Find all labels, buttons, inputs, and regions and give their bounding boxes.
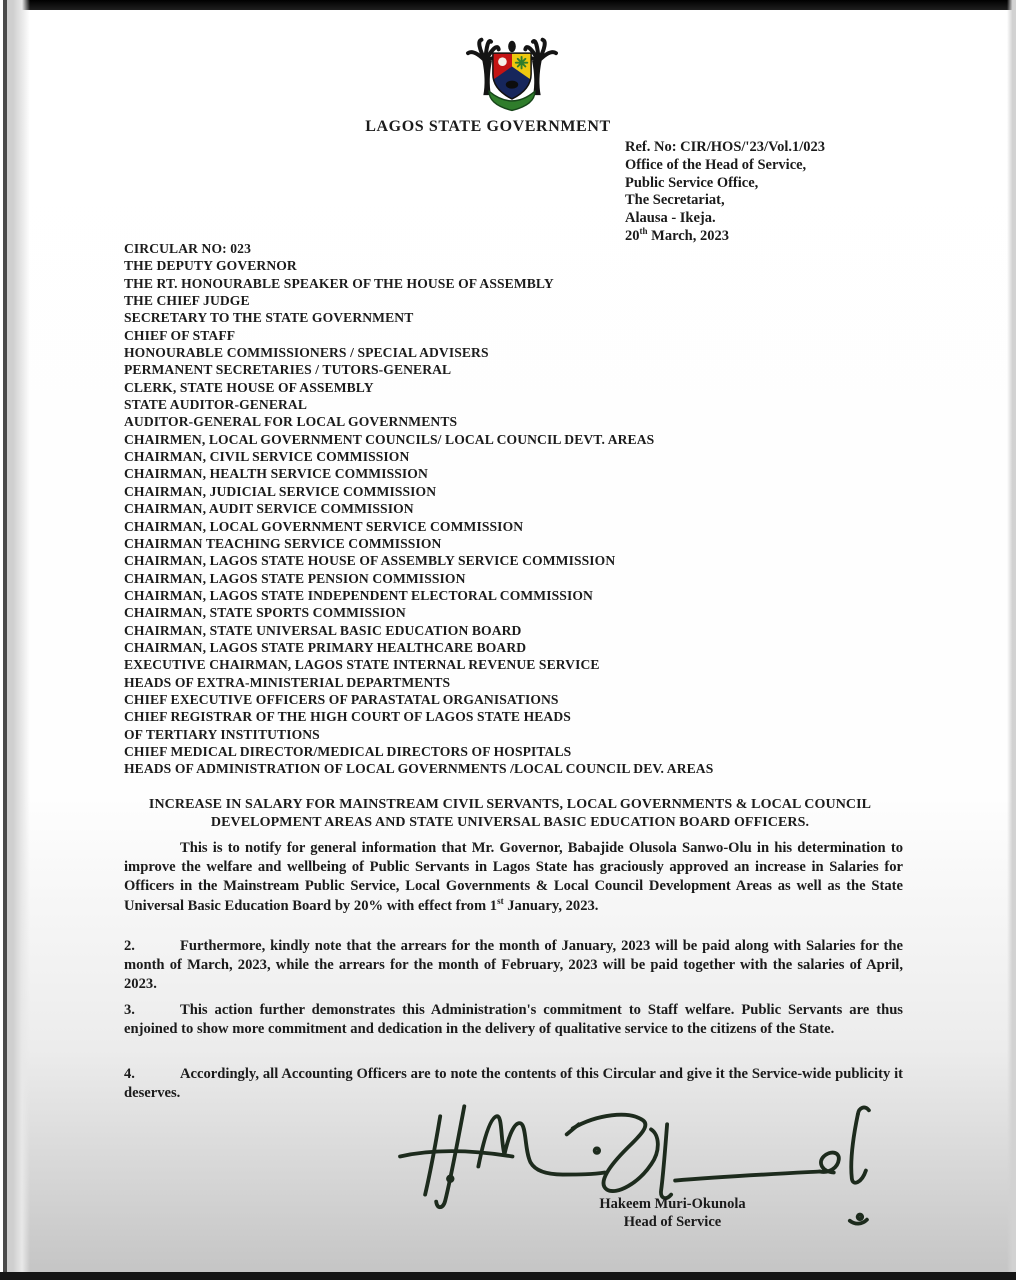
paragraph-1: This is to notify for general information that Mr. Governor, Babajide Olusola Sanwo-Olu in his determination to improve the welfare and wellbeing of Public Servants in Lagos State has graciously approved an increase in Salaries for Officers in the Mainstream Public Service, Local Governments & Local Council Development Areas as well as the State Universal Basic Education Board by 20% with effect from 1st January, 2023. <box>124 840 903 914</box>
recipient-line: HEADS OF ADMINISTRATION OF LOCAL GOVERNMENTS /LOCAL COUNCIL DEV. AREAS <box>124 761 714 777</box>
recipient-line: CHAIRMAN, AUDIT SERVICE COMMISSION <box>124 501 414 517</box>
signatory-name: Hakeem Muri-Okunola <box>599 1196 746 1212</box>
bold-percentage: 20% <box>353 897 384 914</box>
ref-number: Ref. No: CIR/HOS/'23/Vol.1/023 <box>625 139 826 155</box>
page-title: LAGOS STATE GOVERNMENT <box>365 118 611 135</box>
photo-top-border <box>0 0 1016 10</box>
recipient-line: CHAIRMAN, LAGOS STATE PRIMARY HEALTHCARE BOARD <box>124 639 527 655</box>
recipient-line: HEADS OF EXTRA-MINISTERIAL DEPARTMENTS <box>124 674 451 690</box>
paragraph-number: 3. <box>124 1002 135 1018</box>
leaf-pattern <box>516 57 527 68</box>
addressee-block <box>124 240 914 778</box>
circular-number: CIRCULAR NO: 023 <box>124 241 251 256</box>
paragraph-4: 4. Accordingly, all Accounting Officers are to note the contents of this Circular and give it the Service-wide publicity it deserves. <box>124 1066 903 1102</box>
paragraph-number: 2. <box>124 938 135 954</box>
recipient-line: CHAIRMAN, STATE SPORTS COMMISSION <box>124 605 406 621</box>
date-ordinal-suffix: st <box>497 895 504 906</box>
ref-address-line: The Secretariat, <box>625 192 725 209</box>
subject-heading: INCREASE IN SALARY FOR MAINSTREAM CIVIL SERVANTS, LOCAL GOVERNMENTS & LOCAL COUNCIL DEVELOPMENT AREAS AND STATE UNIVERSAL BASIC EDUCATION BOARD OFFICERS. <box>148 797 872 830</box>
lagos-coat-of-arms-logo <box>464 34 560 120</box>
recipient-line: CHAIRMAN, LOCAL GOVERNMENT SERVICE COMMISSION <box>124 518 524 534</box>
shield-icon <box>493 53 531 99</box>
photo-bottom-border <box>0 1272 1016 1280</box>
photo-left-edge <box>0 0 30 1280</box>
paragraph-3: 3. This action further demonstrates this Administration's commitment to Staff welfare. Public Servants are thus enjoined to show more commitment and dedication in the delivery of qualitative service to the citizens of the State. <box>124 1002 903 1038</box>
recipient-line: CHAIRMAN, LAGOS STATE HOUSE OF ASSEMBLY SERVICE COMMISSION <box>124 553 616 569</box>
recipient-line: CLERK, STATE HOUSE OF ASSEMBLY <box>124 379 374 395</box>
ref-date: 20th March, 2023 <box>625 226 730 244</box>
ref-address-line: Alausa - Ikeja. <box>625 210 716 227</box>
ref-address-line: Public Service Office, <box>625 174 759 191</box>
crest-icon <box>508 41 516 52</box>
recipient-line: CHIEF MEDICAL DIRECTOR/MEDICAL DIRECTORS OF HOSPITALS <box>124 743 572 759</box>
recipient-line: CHAIRMAN, HEALTH SERVICE COMMISSION <box>124 466 428 482</box>
recipient-line: EXECUTIVE CHAIRMAN, LAGOS STATE INTERNAL REVENUE SERVICE <box>124 657 600 673</box>
recipient-line: THE RT. HONOURABLE SPEAKER OF THE HOUSE OF ASSEMBLY <box>124 275 554 291</box>
ref-block <box>625 139 915 246</box>
recipient-line: HONOURABLE COMMISSIONERS / SPECIAL ADVISERS <box>124 345 489 361</box>
paragraph-2: 2. Furthermore, kindly note that the arrears for the month of January, 2023 will be paid along with Salaries for the month of March, 2023, while the arrears for the month of February, 2023 will be paid together with the salaries of April, 2023. <box>124 938 903 993</box>
recipient-list <box>124 257 914 777</box>
recipient-line: CHAIRMAN, CIVIL SERVICE COMMISSION <box>124 449 410 465</box>
signatory-title: Head of Service <box>623 1214 722 1230</box>
recipient-line: CHIEF REGISTRAR OF THE HIGH COURT OF LAGOS STATE HEADS <box>124 709 571 725</box>
recipient-line: CHAIRMAN, LAGOS STATE PENSION COMMISSION <box>124 570 466 586</box>
recipient-line: CHIEF OF STAFF <box>124 327 236 343</box>
recipient-line: CHIEF EXECUTIVE OFFICERS OF PARASTATAL ORGANISATIONS <box>124 691 559 707</box>
cowrie-disc <box>498 57 507 66</box>
photo-right-edge <box>1007 0 1016 1280</box>
signatory-block <box>500 1195 845 1231</box>
recipient-line: THE DEPUTY GOVERNOR <box>124 258 297 274</box>
bold-effective-date: 1st January, 2023. <box>489 895 599 914</box>
recipient-line: THE CHIEF JUDGE <box>124 293 250 309</box>
recipient-line: CHAIRMEN, LOCAL GOVERNMENT COUNCILS/ LOCAL COUNCIL DEVT. AREAS <box>124 431 655 447</box>
recipient-line: OF TERTIARY INSTITUTIONS <box>124 726 320 742</box>
ref-address-line: Office of the Head of Service, <box>625 156 807 173</box>
recipient-line: STATE AUDITOR-GENERAL <box>124 397 308 413</box>
recipient-line: CHAIRMAN, STATE UNIVERSAL BASIC EDUCATION BOARD <box>124 622 522 638</box>
eagle-silhouette <box>506 81 518 89</box>
recipient-line: PERMANENT SECRETARIES / TUTORS-GENERAL <box>124 362 452 378</box>
date-ordinal-suffix: th <box>639 226 648 237</box>
recipient-line: CHAIRMAN, LAGOS STATE INDEPENDENT ELECTORAL COMMISSION <box>124 587 593 603</box>
paragraph-number: 4. <box>124 1066 135 1082</box>
recipient-line: CHAIRMAN, JUDICIAL SERVICE COMMISSION <box>124 483 437 499</box>
recipient-line: SECRETARY TO THE STATE GOVERNMENT <box>124 310 414 326</box>
recipient-line: CHAIRMAN TEACHING SERVICE COMMISSION <box>124 535 442 551</box>
recipient-line: AUDITOR-GENERAL FOR LOCAL GOVERNMENTS <box>124 414 458 430</box>
